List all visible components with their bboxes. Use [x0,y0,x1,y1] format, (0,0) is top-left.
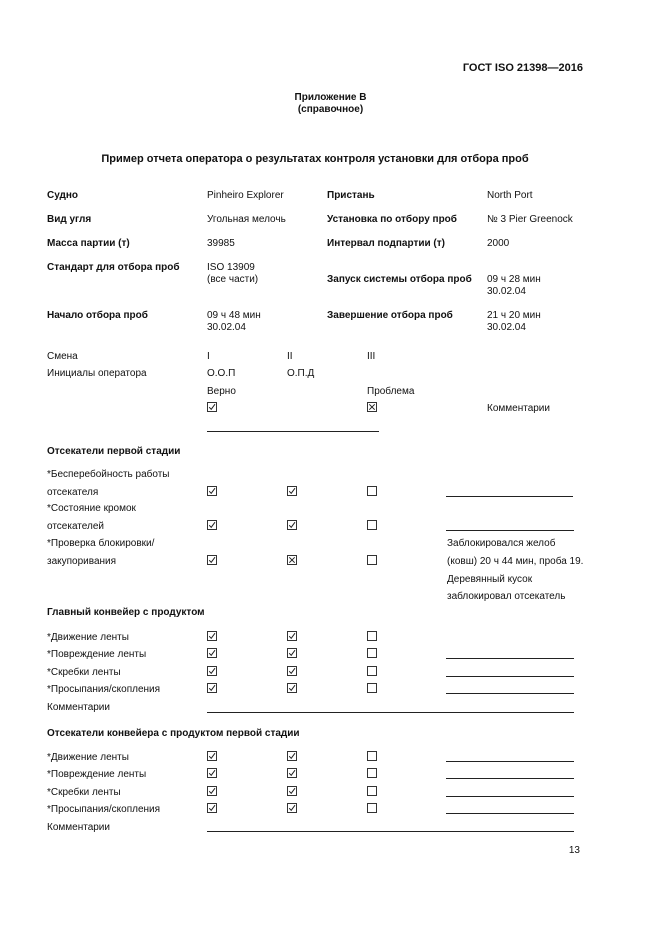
s3-row4-shift1-checkbox[interactable] [207,803,217,813]
s2-row3-shift3-checkbox[interactable] [367,666,377,676]
s3-row1-shift3-checkbox[interactable] [367,751,377,761]
s3-row1-shift2-checkbox[interactable] [287,751,297,761]
document-title: Пример отчета оператора о результатах контроля установки для отбора проб [101,153,529,165]
section-primary-conveyor-cutters-title: Отсекатели конвейера с продуктом первой стадии [47,728,300,739]
s2-row2-comment-line[interactable] [446,658,574,659]
s1-comment-line-2: (ковш) 20 ч 44 мин, проба 19. [447,556,584,567]
s1-row3-shift3-checkbox[interactable] [367,555,377,565]
comments-header: Комментарии [487,403,550,414]
s3-row4-label: *Просыпания/скопления [47,804,161,815]
s1-row3-shift2-checkbox[interactable] [287,555,297,565]
s3-row4-shift2-checkbox[interactable] [287,803,297,813]
s3-row3-shift2-checkbox[interactable] [287,786,297,796]
s2-row4-shift2-checkbox[interactable] [287,683,297,693]
s3-row4-comment-line[interactable] [446,813,574,814]
pier-value: North Port [487,190,533,201]
s3-row4-shift3-checkbox[interactable] [367,803,377,813]
ok-label: Верно [207,386,236,397]
s3-row2-shift3-checkbox[interactable] [367,768,377,778]
sampling-end-label: Завершение отбора проб [327,310,453,321]
lot-mass-value: 39985 [207,238,235,249]
s2-row4-shift3-checkbox[interactable] [367,683,377,693]
annex-subtitle: (справочное) [297,104,364,115]
s3-row2-shift1-checkbox[interactable] [207,768,217,778]
s3-row3-comment-line[interactable] [446,796,574,797]
s3-row1-label: *Движение ленты [47,752,129,763]
s1-row2-shift3-checkbox[interactable] [367,520,377,530]
s1-row2-shift1-checkbox[interactable] [207,520,217,530]
s2-row4-label: *Просыпания/скопления [47,684,161,695]
s1-row2-comment-line[interactable] [446,530,574,531]
annex-title: Приложение В [294,92,367,103]
operator-initials-label: Инициалы оператора [47,368,147,379]
s3-row2-label: *Повреждение ленты [47,769,147,780]
page-number: 13 [568,845,580,856]
legend-problem-checkbox[interactable] [367,402,377,412]
operator-initials-1: О.О.П [207,368,236,379]
vessel-label: Судно [47,190,79,201]
shift-2: II [287,351,293,362]
shift-3: III [367,351,376,362]
sublot-interval-label: Интервал подпартии (т) [327,238,445,249]
s1-row1-label-b: отсекателя [47,487,99,498]
s3-comments-line[interactable] [207,831,574,832]
s2-row2-shift2-checkbox[interactable] [287,648,297,658]
sampling-start-label: Начало отбора проб [47,310,148,321]
s1-comment-line-3: Деревянный кусок [447,574,533,585]
s1-row1-shift3-checkbox[interactable] [367,486,377,496]
s2-row2-shift1-checkbox[interactable] [207,648,217,658]
problem-label: Проблема [367,386,415,397]
s2-row2-label: *Повреждение ленты [47,649,147,660]
s1-row1-shift1-checkbox[interactable] [207,486,217,496]
s1-row2-shift2-checkbox[interactable] [287,520,297,530]
coal-type-label: Вид угля [47,214,92,225]
s2-row3-shift2-checkbox[interactable] [287,666,297,676]
operator-initials-2: О.П.Д [287,368,315,379]
sampling-end-value: 21 ч 20 мин 30.02.04 [487,310,541,333]
s3-row2-shift2-checkbox[interactable] [287,768,297,778]
s2-row2-shift3-checkbox[interactable] [367,648,377,658]
s3-comments-label: Комментарии [47,822,110,833]
legend-ok-checkbox[interactable] [207,402,217,412]
s3-row3-label: *Скребки ленты [47,787,121,798]
lot-mass-label: Масса партии (т) [47,238,130,249]
s1-row3-label-a: *Проверка блокировки/ [47,538,155,549]
system-launch-value: 09 ч 28 мин 30.02.04 [487,274,541,297]
s1-row2-label-b: отсекателей [47,521,104,532]
sampling-start-value: 09 ч 48 мин 30.02.04 [207,310,261,333]
s1-row3-shift1-checkbox[interactable] [207,555,217,565]
s3-row3-shift3-checkbox[interactable] [367,786,377,796]
s2-row1-shift3-checkbox[interactable] [367,631,377,641]
s1-comment-line-1: Заблокировался желоб [447,538,556,549]
s1-row3-label-b: закупоривания [47,556,117,567]
sampling-standard-label: Стандарт для отбора проб [47,262,180,273]
vessel-value: Pinheiro Explorer [207,190,284,201]
sampling-unit-value: № 3 Pier Greenock [487,214,573,225]
pier-label: Пристань [327,190,375,201]
s3-row1-shift1-checkbox[interactable] [207,751,217,761]
sublot-interval-value: 2000 [487,238,510,249]
s1-comment-line-4: заблокировал отсекатель [447,591,566,602]
s3-row3-shift1-checkbox[interactable] [207,786,217,796]
s2-row3-shift1-checkbox[interactable] [207,666,217,676]
s3-row2-comment-line[interactable] [446,778,574,779]
section-primary-cutters-title: Отсекатели первой стадии [47,446,181,457]
s2-row1-shift1-checkbox[interactable] [207,631,217,641]
coal-type-value: Угольная мелочь [207,214,286,225]
sampling-unit-label: Установка по отбору проб [327,214,457,225]
s2-row4-comment-line[interactable] [446,693,574,694]
s3-row1-comment-line[interactable] [446,761,574,762]
sampling-standard-value: ISO 13909 (все части) [207,262,259,285]
s2-row3-label: *Скребки ленты [47,667,121,678]
s2-row1-shift2-checkbox[interactable] [287,631,297,641]
standard-number: ГОСТ ISO 21398—2016 [462,62,583,74]
separator-line [207,431,379,432]
s1-row1-label-a: *Бесперебойность работы [47,469,170,480]
s1-row2-label-a: *Состояние кромок [47,503,136,514]
s2-row1-label: *Движение ленты [47,632,129,643]
s1-row1-comment-line[interactable] [446,496,573,497]
s2-row4-shift1-checkbox[interactable] [207,683,217,693]
s2-comments-line[interactable] [207,712,574,713]
s2-comments-label: Комментарии [47,702,110,713]
system-launch-label: Запуск системы отбора проб [327,274,472,285]
s1-row1-shift2-checkbox[interactable] [287,486,297,496]
shift-label: Смена [47,351,78,362]
section-main-conveyor-title: Главный конвейер с продуктом [47,607,205,618]
shift-1: I [207,351,210,362]
s2-row3-comment-line[interactable] [446,676,574,677]
